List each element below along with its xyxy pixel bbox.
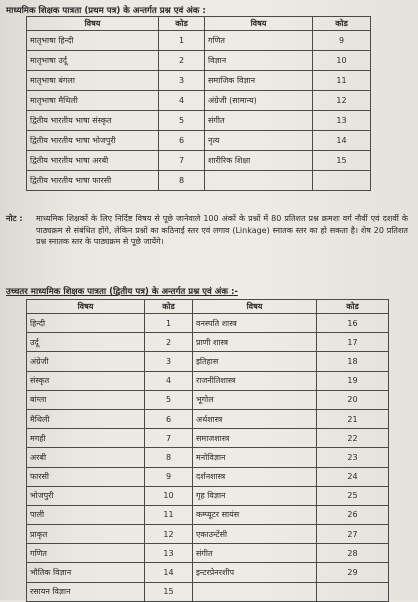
left-code-cell: 4: [145, 371, 193, 390]
right-subject-cell: [205, 171, 313, 191]
right-code-cell: 10: [313, 51, 371, 71]
right-subject-cell: विज्ञान: [205, 51, 313, 71]
right-code-cell: 17: [317, 333, 389, 352]
left-subject-cell: मगही: [27, 429, 145, 448]
code-header: कोड: [317, 300, 389, 314]
right-subject-cell: [193, 582, 317, 601]
left-subject-cell: मातृभाषा हिन्दी: [27, 31, 159, 51]
left-code-cell: 4: [159, 91, 205, 111]
left-subject-cell: मातृभाषा बंगला: [27, 71, 159, 91]
table-row: [27, 486, 389, 505]
right-code-cell: 22: [317, 429, 389, 448]
left-subject-cell: द्वितीय भारतीय भाषा संस्कृत: [27, 111, 159, 131]
table-row: [27, 352, 389, 371]
right-subject-cell: संगीत: [205, 111, 313, 131]
right-subject-cell: गणित: [205, 31, 313, 51]
subject-header: विषय: [193, 300, 317, 314]
code-header: कोड: [159, 17, 205, 31]
subject-header: विषय: [27, 17, 159, 31]
secondary-subjects-table: [26, 16, 371, 191]
left-code-cell: 12: [145, 525, 193, 544]
right-subject-cell: अंग्रेजी (सामान्य): [205, 91, 313, 111]
left-subject-cell: बांग्ला: [27, 390, 145, 409]
right-code-cell: 13: [313, 111, 371, 131]
left-subject-cell: अरबी: [27, 448, 145, 467]
table-row: [27, 91, 371, 111]
table-row: [27, 544, 389, 563]
subject-header: विषय: [27, 300, 145, 314]
table-row: [27, 448, 389, 467]
right-code-cell: 23: [317, 448, 389, 467]
right-code-cell: 29: [317, 563, 389, 582]
left-code-cell: 8: [145, 448, 193, 467]
left-subject-cell: भौतिक विज्ञान: [27, 563, 145, 582]
left-subject-cell: फारसी: [27, 467, 145, 486]
right-subject-cell: इतिहास: [193, 352, 317, 371]
right-code-cell: 26: [317, 505, 389, 524]
right-subject-cell: वनस्पति शास्त्र: [193, 314, 317, 333]
right-subject-cell: समाजशास्त्र: [193, 429, 317, 448]
left-code-cell: 2: [159, 51, 205, 71]
left-code-cell: 11: [145, 505, 193, 524]
right-subject-cell: एकाउन्टेंसी: [193, 525, 317, 544]
right-code-cell: 9: [313, 31, 371, 51]
right-subject-cell: भूगोल: [193, 390, 317, 409]
left-code-cell: 6: [159, 131, 205, 151]
left-subject-cell: द्वितीय भारतीय भाषा अरबी: [27, 151, 159, 171]
table-row: [27, 563, 389, 582]
left-subject-cell: मातृभाषा उर्दू: [27, 51, 159, 71]
right-subject-cell: राजनीतिशास्त्र: [193, 371, 317, 390]
right-subject-cell: संगीत: [193, 544, 317, 563]
right-subject-cell: प्राणी शास्त्र: [193, 333, 317, 352]
left-subject-cell: मातृभाषा मैथिली: [27, 91, 159, 111]
table-row: [27, 429, 389, 448]
subject-header: विषय: [205, 17, 313, 31]
higher-secondary-subjects-table: [26, 299, 389, 602]
left-subject-cell: भोजपुरी: [27, 486, 145, 505]
right-subject-cell: कम्प्यूटर सायंस: [193, 505, 317, 524]
table-row: [27, 31, 371, 51]
table-row: [27, 51, 371, 71]
table-row: [27, 171, 371, 191]
table-row: [27, 333, 389, 352]
right-code-cell: [313, 171, 371, 191]
table-row: [27, 525, 389, 544]
right-subject-cell: नृत्य: [205, 131, 313, 151]
code-header: कोड: [313, 17, 371, 31]
right-code-cell: 14: [313, 131, 371, 151]
left-code-cell: 1: [159, 31, 205, 51]
left-subject-cell: प्राकृत: [27, 525, 145, 544]
left-subject-cell: द्वितीय भारतीय भाषा फारसी: [27, 171, 159, 191]
left-subject-cell: अंग्रेजी: [27, 352, 145, 371]
right-subject-cell: दर्शनशास्त्र: [193, 467, 317, 486]
table-row: [27, 582, 389, 601]
left-code-cell: 5: [145, 390, 193, 409]
left-subject-cell: उर्दू: [27, 333, 145, 352]
table-header-row: [27, 300, 389, 314]
right-code-cell: 28: [317, 544, 389, 563]
right-subject-cell: अर्थशास्त्र: [193, 409, 317, 428]
right-code-cell: 11: [313, 71, 371, 91]
section1-heading: माध्यमिक शिक्षक पात्रता (प्रथम पत्र) के अन्तर्गत प्रश्न एवं अंक :: [6, 6, 206, 16]
right-code-cell: 16: [317, 314, 389, 333]
note-text: माध्यमिक शिक्षकों के लिए निर्दिष्ट विषय से पूछे जानेवाले 100 अंकों के प्रश्नों में 80 प्रतिशत प्रश्न क्रमशः वर्ग नौवीं एवं दशवीं के पाठ्यक्रम से संबंधित होंगे, लेकिन प्रश्नों का कठिनाई स्तर एवं लगाव (Linkage) स्नातक स्तर का हो सकता है। शेष 20 प्रतिशत प्रश्न स्नातक स्तर के पाठ्यक्रम से पूछे जायेंगे।: [36, 214, 408, 246]
left-code-cell: 7: [159, 151, 205, 171]
left-code-cell: 7: [145, 429, 193, 448]
right-subject-cell: समाजिक विज्ञान: [205, 71, 313, 91]
left-subject-cell: रसायन विज्ञान: [27, 582, 145, 601]
right-code-cell: 12: [313, 91, 371, 111]
table-header-row: [27, 17, 371, 31]
left-code-cell: 10: [145, 486, 193, 505]
left-subject-cell: संस्कृत: [27, 371, 145, 390]
left-subject-cell: पाली: [27, 505, 145, 524]
table-row: [27, 371, 389, 390]
left-code-cell: 9: [145, 467, 193, 486]
left-subject-cell: द्वितीय भारतीय भाषा भोजपुरी: [27, 131, 159, 151]
left-code-cell: 14: [145, 563, 193, 582]
table-row: [27, 390, 389, 409]
right-subject-cell: इन्टरप्रेनरशीप: [193, 563, 317, 582]
left-code-cell: 3: [145, 352, 193, 371]
right-subject-cell: शारीरिक शिक्षा: [205, 151, 313, 171]
left-subject-cell: गणित: [27, 544, 145, 563]
table-row: [27, 111, 371, 131]
right-code-cell: 20: [317, 390, 389, 409]
right-code-cell: 25: [317, 486, 389, 505]
left-code-cell: 15: [145, 582, 193, 601]
table-row: [27, 131, 371, 151]
left-code-cell: 1: [145, 314, 193, 333]
table-row: [27, 467, 389, 486]
table-row: [27, 151, 371, 171]
right-code-cell: 21: [317, 409, 389, 428]
left-code-cell: 13: [145, 544, 193, 563]
right-code-cell: 19: [317, 371, 389, 390]
left-code-cell: 6: [145, 409, 193, 428]
right-code-cell: 18: [317, 352, 389, 371]
left-subject-cell: हिन्दी: [27, 314, 145, 333]
table-row: [27, 314, 389, 333]
code-header: कोड: [145, 300, 193, 314]
left-code-cell: 3: [159, 71, 205, 91]
table-row: [27, 505, 389, 524]
right-code-cell: 24: [317, 467, 389, 486]
right-code-cell: [317, 582, 389, 601]
note-label: नोट :: [6, 214, 23, 223]
left-code-cell: 5: [159, 111, 205, 131]
left-code-cell: 2: [145, 333, 193, 352]
section2-heading: उच्चतर माध्यमिक शिक्षक पात्रता (द्वितीय पत्र) के अन्तर्गत प्रश्न एवं अंक :-: [6, 287, 238, 297]
left-code-cell: 8: [159, 171, 205, 191]
right-code-cell: 15: [313, 151, 371, 171]
left-subject-cell: मैथिली: [27, 409, 145, 428]
right-subject-cell: गृह विज्ञान: [193, 486, 317, 505]
right-code-cell: 27: [317, 525, 389, 544]
table-row: [27, 71, 371, 91]
table-row: [27, 409, 389, 428]
right-subject-cell: मनोविज्ञान: [193, 448, 317, 467]
